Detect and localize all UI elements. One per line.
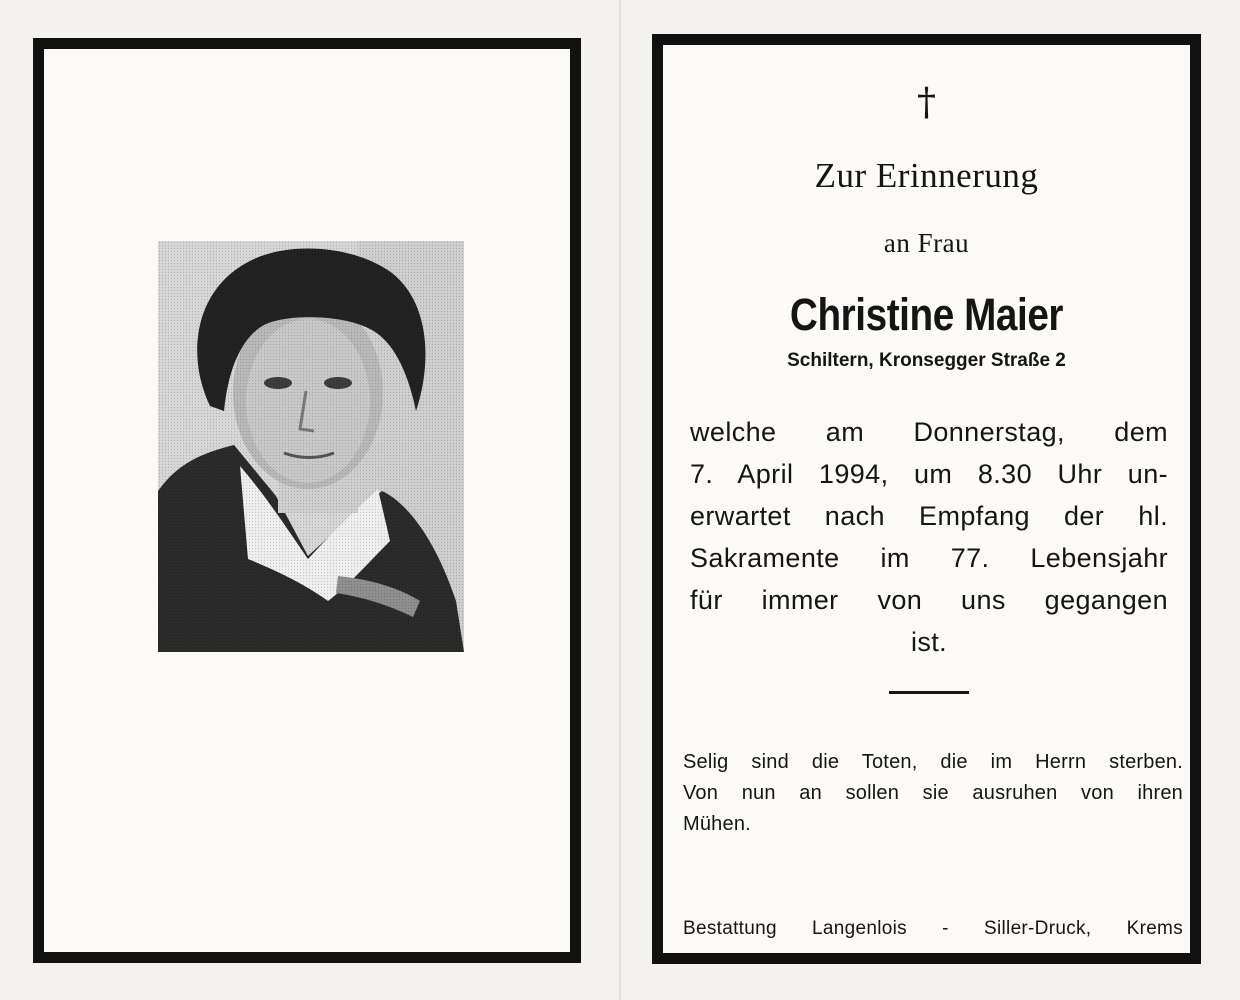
salutation: an Frau [883,228,970,258]
portrait-image [158,241,464,652]
notice-line: ist. [910,627,948,657]
notice-line: Sakramente im 77. Lebensjahr [690,543,1168,573]
verse-line: Von nun an sollen sie ausruhen von ihren [683,782,1183,804]
notice-line: erwartet nach Empfang der hl. [690,501,1168,531]
notice-line: 7. April 1994, um 8.30 Uhr un- [690,459,1168,489]
deceased-name: Christine Maier [789,289,1064,340]
deceased-address: Schiltern, Kronsegger Straße 2 [787,350,1066,371]
notice-line: welche am Donnerstag, dem [690,417,1168,447]
divider-rule [889,691,969,694]
cross-icon: † [917,80,936,124]
portrait-photo [158,241,464,652]
verse-line: Mühen. [683,813,751,835]
portrait-halftone [158,241,464,652]
notice-line: für immer von uns gegangen [690,585,1168,615]
card-fold [619,0,621,1000]
verse-line: Selig sind die Toten, die im Herrn sterben. [683,751,1183,773]
right-card-panel [652,34,1201,964]
left-card-panel [33,38,581,963]
imprint: Bestattung Langenlois - Siller-Druck, Krems [683,918,1183,939]
memorial-heading: Zur Erinnerung [814,156,1039,195]
